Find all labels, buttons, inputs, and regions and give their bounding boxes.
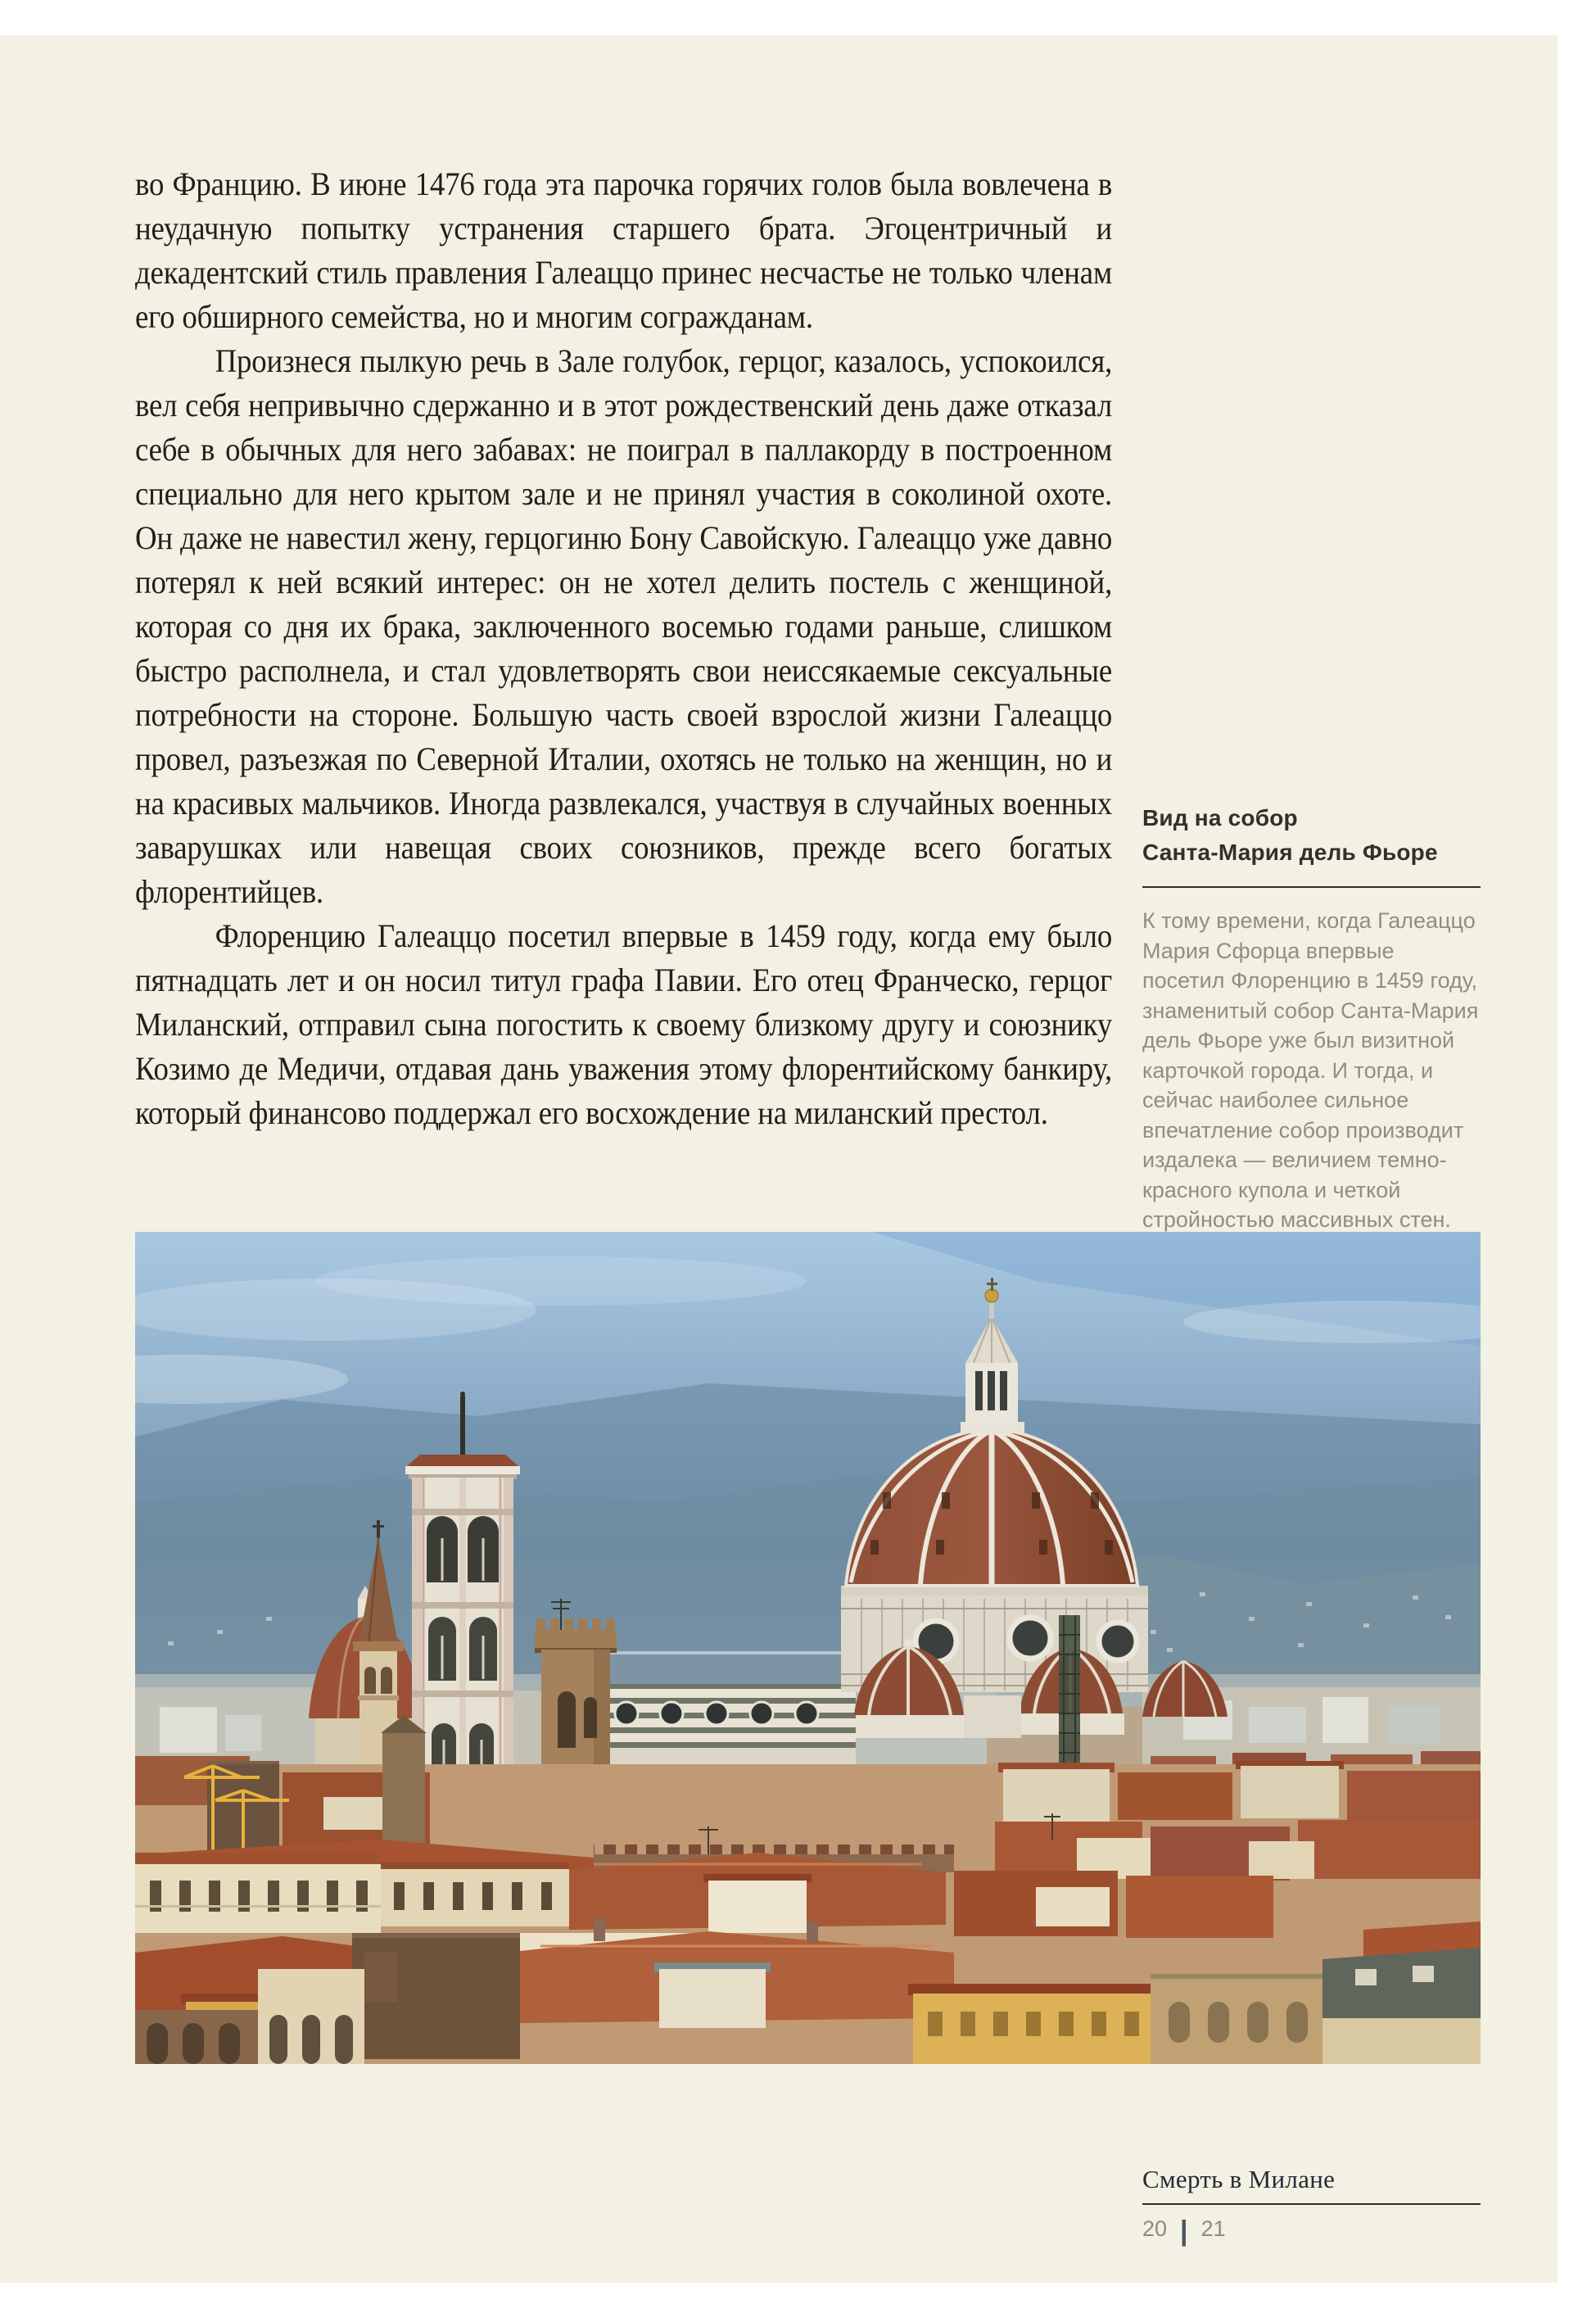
city-rooftops <box>135 1715 1481 2064</box>
photo-caption-title-line1: Вид на собор <box>1142 805 1298 831</box>
running-footer <box>1142 2164 1481 2247</box>
paragraph: во Францию. В июне 1476 года эта парочка горячих голов была вовлечена в неудачную попытку устранения старшего брата. Эгоцентричный и декадентский стиль правления Галеаццо принес несчастье не только членам его обширного семейства, но и многим согражданам. <box>135 165 1113 335</box>
page-number-right: 21 <box>1200 2216 1226 2241</box>
book-title: Смерть в Милане <box>1142 2165 1336 2193</box>
page-number-separator: | <box>1180 2216 1188 2247</box>
photo-caption-title-line2: Санта-Мария дель Фьоре <box>1142 840 1438 865</box>
footer-divider <box>1142 2203 1481 2205</box>
paragraph: Произнеся пылкую речь в Зале голубок, герцог, казалось, успокоился, вел себя непривычно сдержанно и в этот рождественский день даже отказал себе в обычных для него забавах: не поиграл в паллакорду в построенном специально для него крытом зале и не принял участия в соколиной охоте. Он даже не навестил жену, герцогиню Бону Савойскую. Галеаццо уже давно потерял к ней всякий интерес: он не хотел делить постель с женщиной, которая со дня их брака, заключенного восемью годами раньше, слишком быстро располнела, и стал удовлетворять свои неиссякаемые сексуальные потребности на стороне. Большую часть своей взрослой жизни Галеаццо провел, разъезжая по Северной Италии, охотясь не только на женщин, но и на красивых мальчиков. Иногда развлекался, участвуя в случайных военных заварушках или навещая своих союзников, прежде всего богатых флорентийцев. <box>135 342 1113 910</box>
page-number-left: 20 <box>1142 2216 1168 2241</box>
body-text-column <box>135 162 1112 1135</box>
paragraph: Флоренцию Галеаццо посетил впервые в 1459 году, когда ему было пятнадцать лет и он носил титул графа Павии. Его отец Франческо, герцог Миланский, отправил сына погостить к своему близкому другу и союзнику Козимо де Медичи, отдавая дань уважения этому флорентийскому банкиру, который финансово поддержал его восхождение на миланский престол. <box>135 917 1113 1131</box>
page-numbers <box>1142 2215 1481 2247</box>
florence-photo-illustration <box>135 1232 1481 2064</box>
caption-divider <box>1142 886 1481 888</box>
florence-photo <box>135 1232 1481 2064</box>
photo-caption-text: К тому времени, когда Галеаццо Мария Сфорца впервые посетил Флоренцию в 1459 году, знаменитый собор Санта-Мария дель Фьоре уже был визитной карточкой города. И тогда, и сейчас наиболее сильное впечатление собор производит издалека — величием темно-красного купола и четкой стройностью массивных стен. <box>1142 908 1479 1232</box>
photo-caption-block <box>1142 801 1481 1235</box>
